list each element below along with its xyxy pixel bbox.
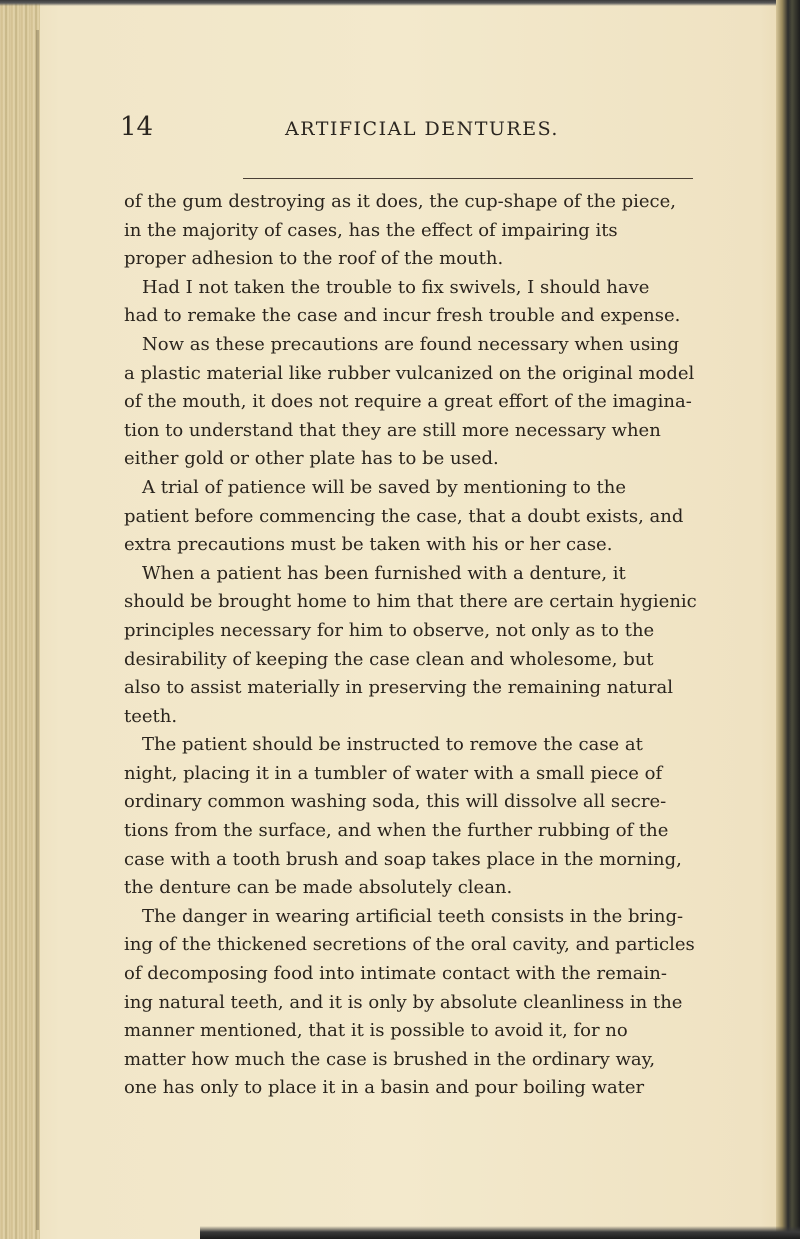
text-line: in the majority of cases, has the effect of impairing its: [124, 219, 618, 241]
text-line: one has only to place it in a basin and pour boiling water: [124, 1077, 645, 1099]
running-title: ARTIFICIAL DENTURES.: [285, 118, 559, 140]
text-line: manner mentioned, that it is possible to avoid it, for no: [124, 1020, 628, 1042]
text-line: had to remake the case and incur fresh trouble and expense.: [124, 305, 681, 327]
text-line: desirability of keeping the case clean and wholesome, but: [124, 648, 654, 670]
text-line: case with a tooth brush and soap takes place in the morning,: [124, 848, 682, 870]
text-line: Had I not taken the trouble to fix swivels, I should have: [142, 276, 650, 298]
text-line: Now as these precautions are found necessary when using: [142, 333, 680, 355]
text-line: night, placing it in a tumbler of water with a small piece of: [124, 762, 663, 784]
text-line: ordinary common washing soda, this will dissolve all secre-: [124, 791, 667, 813]
text-line: ing of the thickened secretions of the oral cavity, and particles: [124, 934, 695, 956]
text-line: tions from the surface, and when the further rubbing of the: [124, 820, 669, 842]
text-line: teeth.: [124, 705, 178, 727]
text-line: of the mouth, it does not require a great effort of the imagina-: [124, 391, 692, 413]
right-page-edge: [776, 0, 800, 1239]
text-line: the denture can be made absolutely clean.: [124, 877, 513, 899]
page-number: 14: [120, 112, 154, 142]
top-scan-shadow: [0, 0, 800, 6]
text-line: The danger in wearing artificial teeth consists in the bring-: [142, 905, 684, 927]
text-line: patient before commencing the case, that a doubt exists, and: [124, 505, 684, 527]
text-line: of decomposing food into intimate contact with the remain-: [124, 963, 667, 985]
text-line: proper adhesion to the roof of the mouth.: [124, 248, 504, 270]
text-line: tion to understand that they are still more necessary when: [124, 419, 661, 441]
text-line: When a patient has been furnished with a denture, it: [142, 562, 626, 584]
text-line: matter how much the case is brushed in the ordinary way,: [124, 1048, 656, 1070]
text-line: a plastic material like rubber vulcanized on the original model: [124, 362, 695, 384]
text-line: ing natural teeth, and it is only by absolute cleanliness in the: [124, 991, 683, 1013]
text-line: of the gum destroying as it does, the cup-shape of the piece,: [124, 191, 677, 212]
book-binding-edge: [0, 0, 40, 1239]
binding-shadow: [36, 30, 39, 1230]
text-line: should be brought home to him that there are certain hygienic: [124, 591, 697, 613]
bottom-scan-shadow: [200, 1226, 800, 1239]
body-text: [124, 188, 697, 1103]
header-rule: [243, 178, 693, 179]
text-line: either gold or other plate has to be used.: [124, 448, 499, 470]
text-line: The patient should be instructed to remove the case at: [142, 734, 643, 756]
text-line: A trial of patience will be saved by mentioning to the: [142, 476, 627, 498]
text-line: also to assist materially in preserving the remaining natural: [124, 677, 673, 699]
text-line: extra precautions must be taken with his or her case.: [124, 534, 613, 556]
text-line: principles necessary for him to observe, not only as to the: [124, 619, 655, 641]
